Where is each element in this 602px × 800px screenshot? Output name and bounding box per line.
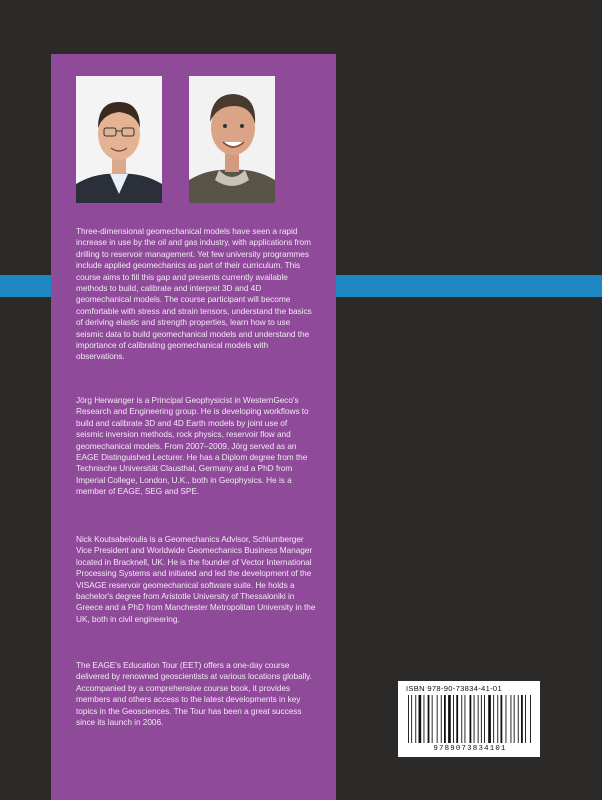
barcode-bars [408,695,532,743]
education-tour-description: The EAGE's Education Tour (EET) offers a one-day course delivered by renowned geoscientists at various locations globally. Accompanied by a comprehensive course book, it provides members and others access to the latest developments in key topics in the Geosciences. The Tour has been a great success since its launch in 2006. [76,660,312,728]
course-description: Three-dimensional geomechanical models have seen a rapid increase in use by the oil and gas industry, with applications from drilling to reservoir management. Yet few university programmes include applied geomechanics as part of their curriculum. This course aims to fill this gap and presents currently available methods to build, calibrate and interpret 3D and 4D geomechanical models. The course participant will become comfortable with stress and strain tensors, understand the basics of deriving elastic and strength properties, learn how to use seismic data to build geomechanical models and understand the importance of calibrating geomechanical models with observations. [76,226,312,362]
barcode-bar [493,695,494,743]
barcode-bar [456,695,458,743]
barcode-bar [530,695,531,743]
barcode-bar [514,695,515,743]
portrait-image [76,76,162,203]
portrait-image [189,76,275,203]
barcode-bar [465,695,466,743]
barcode-bar [488,695,491,743]
author-photo-herwanger [76,76,162,203]
barcode-bar [441,695,442,743]
barcode-bar [481,695,482,743]
barcode-bar [518,695,519,743]
barcode-bar [474,695,475,743]
author-photo-koutsabeloulis [189,76,275,203]
barcode-bar [501,695,503,743]
barcode-bar [437,695,438,743]
barcode-bar [506,695,507,743]
author-bio-herwanger: Jörg Herwanger is a Principal Geophysicist in WesternGeco's Research and Engineering group. He is developing workflows to build and calibrate 3D and 4D Earth models by joint use of seismic inversion methods, rock physics, reservoir flow and geomechanical models. From 2007–2009, Jörg served as an EAGE Distinguished Lecturer. He has a Diplom degree from the Technische Universität Clausthal, Germany and a PhD from Imperial College, London, U.K., both in Geophysics. He is a member of EAGE, SEG and SPE. [76,395,309,497]
barcode-bar [497,695,498,743]
barcode-bar [478,695,479,743]
barcode-bar [461,695,462,743]
isbn-barcode [398,681,540,757]
barcode-bar [408,695,409,743]
barcode-bar [424,695,425,743]
barcode-bar [419,695,422,743]
barcode-bar [444,695,446,743]
barcode-bar [521,695,523,743]
barcode-bar [415,695,416,743]
barcode-bar [428,695,430,743]
barcode-digits: 9789073834101 [433,745,507,753]
isbn-label: ISBN 978-90-73834-41-01 [406,684,502,693]
barcode-bar [432,695,433,743]
author-bio-koutsabeloulis: Nick Koutsabeloulis is a Geomechanics Advisor, Schlumberger Vice President and Worldwide Geomechanics Business Manager located in Bracknell, UK. He is the founder of Vector International Processing Systems and initiated and led the development of the VISAGE reservoir geomechanical software suite. He holds a bachelor's degree from Aristotle University of Thessaloniki in Greece and a PhD from Manchester Metropolitan University in the UK, both in civil engineering. [76,534,316,624]
barcode-bar [453,695,454,743]
barcode-bar [525,695,526,743]
barcode-bar [411,695,412,743]
barcode-bar [511,695,512,743]
barcode-bar [484,695,485,743]
barcode-bar [448,695,451,743]
barcode-bar [470,695,472,743]
